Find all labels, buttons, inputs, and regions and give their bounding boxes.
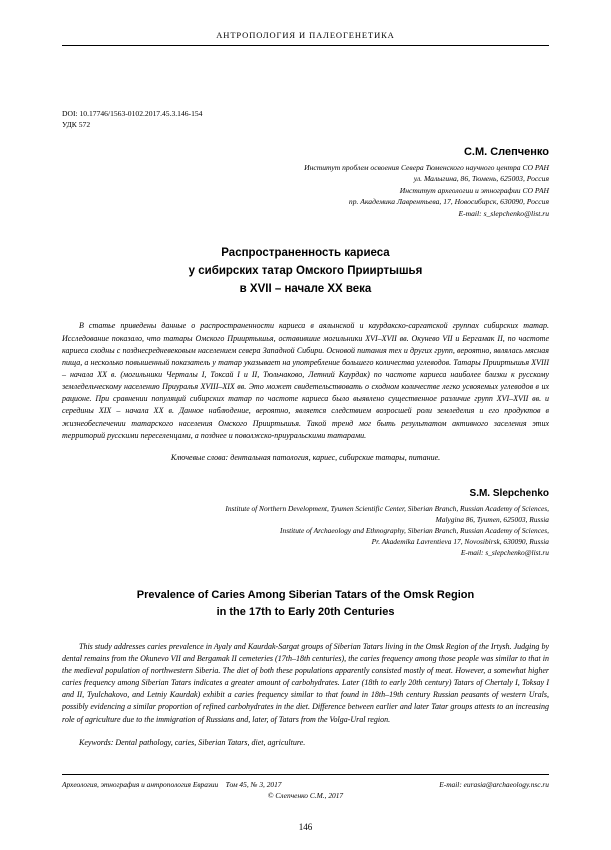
keywords-ru (62, 453, 549, 462)
abstract-ru: В статье приведены данные о распространенности кариеса в аялынской и каурдакско-саргатской группах сибирских татар. Исследование показало, что татары Омского Прииртышья, оставившие могильники XVI–XVII вв. Окунево VII и Бергамак II, по частоте кариеса сходны с позднесредневековым населением севера Западной Сибири. Основой питания тех и других групп, вероятно, являлась мясная пища, а несколько повышенный показатель у татар указывает на употребление большего количества углеводов. Татары Прииртышья XVIII – начала XX в. (могильники Черталы I, Токсай I и II, Тюльчаково, Летний Каурдак) по частоте кариеса наиболее близки к русскому земледельческому населению Приуралья XVIII–XIX вв. Это может свидетельствовать о сходном количестве легко усвояемых углеводов в их рационе. При сравнении популяций сибирских татар по частоте кариеса было выявлено существенное различие групп XVI–XVII вв. и середины XIX – начала XX в. Данное наблюдение, вероятно, является следствием возросшей роли земледелия и его продуктов в жизнеобеспечении татарского населения Омского Прииртышья. Такой тренд мог быть результатом активного заселения этих территорий русскими переселенцами, а позднее и поволжско-приуральскими татарами. (62, 321, 549, 440)
affiliation-block-ru (62, 162, 549, 219)
title-line: in the 17th to Early 20th Centuries (216, 605, 395, 618)
affiliation-line: пр. Академика Лаврентьева, 17, Новосибирск, 630090, Россия (348, 197, 549, 207)
affiliation-line: Институт проблем освоения Севера Тюменского научного центра СО РАН (304, 163, 549, 172)
copyright-line: © Слепченко С.М., 2017 (267, 791, 344, 800)
journal-volume: Том 45, № 3, 2017 (225, 780, 282, 789)
page-footer (62, 774, 549, 800)
journal-name: Археология, этнография и антропология Евразии (62, 780, 219, 789)
footer-divider (62, 774, 549, 775)
doi-line: DOI: 10.17746/1563-0102.2017.45.3.146-154 (62, 109, 203, 118)
affiliation-line: Институт археологии и этнографии СО РАН (399, 185, 549, 195)
title-line: Prevalence of Caries Among Siberian Tatars of the Omsk Region (136, 588, 475, 601)
author-name-ru: С.М. Слепченко (463, 146, 549, 158)
footer-row (62, 780, 549, 789)
udk-line: УДК 572 (62, 120, 91, 129)
author-email-ru: E-mail: s_slepchenko@list.ru (458, 208, 549, 218)
keywords-label-ru: Ключевые слова: (170, 452, 229, 462)
header-divider (62, 45, 549, 46)
author-name-en: S.M. Slepchenko (469, 487, 549, 499)
keywords-value-en: Dental pathology, caries, Siberian Tatars, diet, agriculture. (115, 737, 306, 747)
page-number: 146 (298, 822, 313, 832)
keywords-en (62, 738, 549, 747)
abstract-en: This study addresses caries prevalence in Ayaly and Kaurdak-Sargat groups of Siberian Tatars living in the Omsk Region of the Irtysh. Judging by dental remains from the Okunevo VII and Bergamak II cemeteries (17th–18th centuries), the caries frequency among those people was similar to that in the medieval population of northwestern Siberia. The diet of both these populations apparently consisted mostly of meat. However, a somewhat higher caries frequency among Siberian Tatars indicates a greater amount of carbohydrates. Later (18th to early 20th century) Tatars of Chertaly I, Toksay I and II, Tyulchakovo, and Letniy Kaurdak) exhibit a caries frequency similar to that found in 18th–19th century Russian peasants of western Urals, possibly evidencing a similar proportion of refined carbohydrates in the diet. Difference between earlier and later Tatar groups attests to an increasing role of agriculture due to the immigration of Russians and, later, of Tatars from the Volga-Ural region. (62, 641, 549, 724)
title-line: в XVII – начале XX века (239, 282, 372, 295)
article-title-en (62, 587, 549, 621)
affiliation-line: Institute of Archaeology and Ethnography, Siberian Branch, Russian Academy of Sciences, (280, 526, 549, 536)
title-line: у сибирских татар Омского Прииртышья (188, 264, 423, 277)
keywords-value-ru: дентальная патология, кариес, сибирские татары, питание. (230, 452, 441, 462)
title-line: Распространенность кариеса (221, 246, 390, 259)
journal-email[interactable]: E-mail: eurasia@archaeology.nsc.ru (439, 780, 549, 789)
author-email-en: E-mail: s_slepchenko@list.ru (460, 548, 549, 558)
affiliation-line: Malygina 86, Tyumen, 625003, Russia (435, 515, 549, 525)
running-head: АНТРОПОЛОГИЯ И ПАЛЕОГЕНЕТИКА (216, 30, 395, 40)
affiliation-line: Institute of Northern Development, Tyumen Scientific Center, Siberian Branch, Russian Academy of Sciences, (225, 503, 549, 513)
affiliation-line: Pr. Akademika Lavrentieva 17, Novosibirsk, 630090, Russia (371, 537, 549, 547)
affiliation-block-en (62, 503, 549, 559)
identifier-block (62, 108, 549, 130)
affiliation-line: ул. Малыгина, 86, Тюмень, 625003, Россия (413, 174, 549, 184)
keywords-label-en: Keywords: (79, 737, 114, 747)
journal-title (62, 780, 282, 789)
article-title-ru (62, 245, 549, 298)
article-first-page (0, 30, 611, 850)
